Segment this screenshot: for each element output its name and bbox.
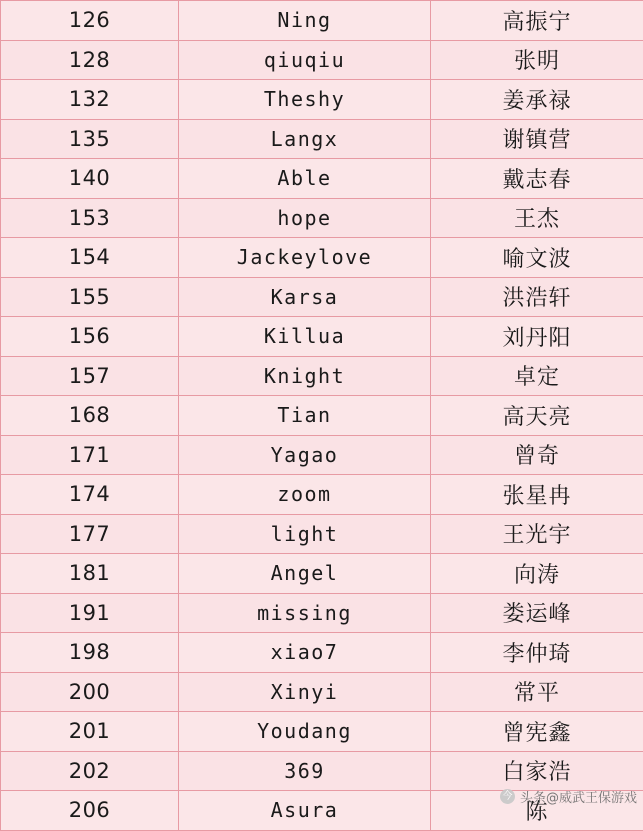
cell-player-real-name: 姜承禄	[431, 80, 643, 120]
cell-player-real-name: 谢镇营	[431, 119, 643, 159]
cell-player-real-name: 戴志春	[431, 159, 643, 199]
cell-player-real-name: 曾奇	[431, 435, 643, 475]
cell-player-id: 198	[1, 633, 179, 673]
cell-player-ign: Asura	[179, 791, 431, 831]
table-row	[1, 514, 643, 554]
cell-player-id: 126	[1, 1, 179, 41]
table-row	[1, 751, 643, 791]
cell-player-real-name: 洪浩轩	[431, 277, 643, 317]
cell-player-real-name: 陈	[431, 791, 643, 831]
cell-player-ign: Killua	[179, 317, 431, 357]
cell-player-id: 168	[1, 396, 179, 436]
cell-player-ign: Ning	[179, 1, 431, 41]
cell-player-ign: Able	[179, 159, 431, 199]
cell-player-ign: 369	[179, 751, 431, 791]
cell-player-ign: Xinyi	[179, 672, 431, 712]
cell-player-id: 177	[1, 514, 179, 554]
cell-player-ign: Tian	[179, 396, 431, 436]
table-row	[1, 672, 643, 712]
cell-player-ign: Yagao	[179, 435, 431, 475]
toutiao-logo-icon: 今	[500, 789, 515, 804]
cell-player-real-name: 王杰	[431, 198, 643, 238]
cell-player-ign: zoom	[179, 475, 431, 515]
cell-player-id: 155	[1, 277, 179, 317]
table-row	[1, 238, 643, 278]
cell-player-id: 157	[1, 356, 179, 396]
cell-player-id: 153	[1, 198, 179, 238]
cell-player-id: 171	[1, 435, 179, 475]
cell-player-ign: Youdang	[179, 712, 431, 752]
cell-player-real-name: 张明	[431, 40, 643, 80]
cell-player-ign: xiao7	[179, 633, 431, 673]
cell-player-id: 135	[1, 119, 179, 159]
cell-player-real-name: 向涛	[431, 554, 643, 594]
cell-player-real-name: 卓定	[431, 356, 643, 396]
table-row	[1, 317, 643, 357]
cell-player-id: 132	[1, 80, 179, 120]
cell-player-ign: Theshy	[179, 80, 431, 120]
cell-player-real-name: 曾宪鑫	[431, 712, 643, 752]
cell-player-real-name: 高振宁	[431, 1, 643, 41]
cell-player-id: 191	[1, 593, 179, 633]
cell-player-id: 181	[1, 554, 179, 594]
table-row	[1, 791, 643, 831]
cell-player-id: 200	[1, 672, 179, 712]
cell-player-ign: Jackeylove	[179, 238, 431, 278]
cell-player-ign: qiuqiu	[179, 40, 431, 80]
cell-player-id: 128	[1, 40, 179, 80]
table-row	[1, 593, 643, 633]
table-row	[1, 475, 643, 515]
table-row	[1, 80, 643, 120]
cell-player-ign: Karsa	[179, 277, 431, 317]
cell-player-real-name: 高天亮	[431, 396, 643, 436]
cell-player-real-name: 娄运峰	[431, 593, 643, 633]
roster-table-body	[1, 1, 643, 831]
table-row	[1, 435, 643, 475]
cell-player-ign: Langx	[179, 119, 431, 159]
cell-player-id: 201	[1, 712, 179, 752]
cell-player-real-name: 张星冉	[431, 475, 643, 515]
cell-player-id: 174	[1, 475, 179, 515]
cell-player-id: 140	[1, 159, 179, 199]
table-row	[1, 396, 643, 436]
cell-player-ign: Knight	[179, 356, 431, 396]
cell-player-ign: light	[179, 514, 431, 554]
cell-player-ign: Angel	[179, 554, 431, 594]
cell-player-ign: hope	[179, 198, 431, 238]
cell-player-id: 206	[1, 791, 179, 831]
table-row	[1, 712, 643, 752]
cell-player-real-name: 白家浩	[431, 751, 643, 791]
table-row	[1, 633, 643, 673]
table-row	[1, 356, 643, 396]
cell-player-real-name: 刘丹阳	[431, 317, 643, 357]
table-row	[1, 40, 643, 80]
table-row	[1, 159, 643, 199]
table-row	[1, 198, 643, 238]
table-row	[1, 1, 643, 41]
cell-player-ign: missing	[179, 593, 431, 633]
cell-player-id: 156	[1, 317, 179, 357]
cell-player-real-name: 常平	[431, 672, 643, 712]
cell-player-real-name: 王光宇	[431, 514, 643, 554]
watermark-text: 头条@威武王保游戏	[520, 787, 637, 806]
cell-player-id: 154	[1, 238, 179, 278]
cell-player-real-name: 喻文波	[431, 238, 643, 278]
table-row	[1, 119, 643, 159]
table-row	[1, 554, 643, 594]
cell-player-id: 202	[1, 751, 179, 791]
table-row	[1, 277, 643, 317]
cell-player-real-name: 李仲琦	[431, 633, 643, 673]
